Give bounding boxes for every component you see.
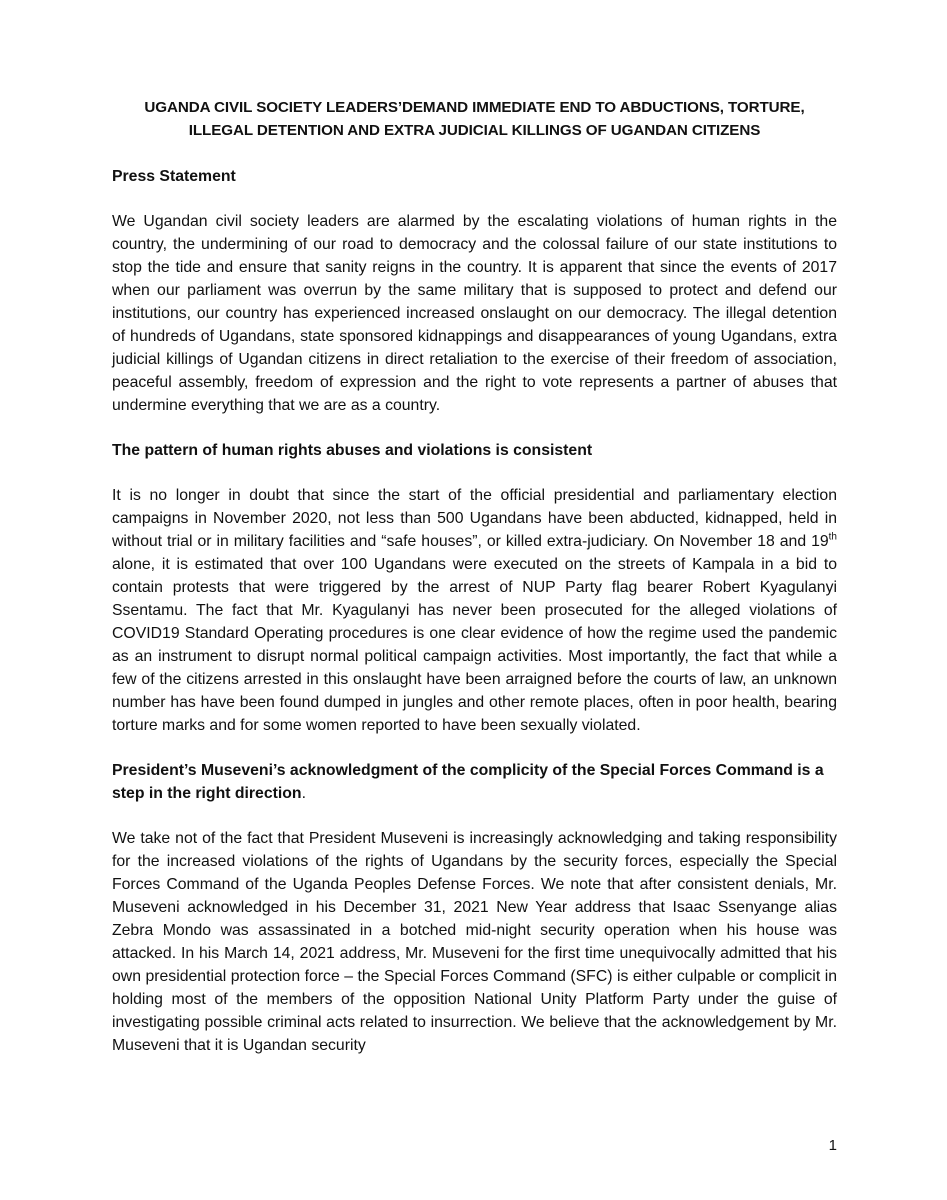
acknowledgment-heading-period: . [301, 785, 306, 802]
pattern-paragraph-part-2: alone, it is estimated that over 100 Ugandans were executed on the streets of Kampala in a bid to contain protests that were triggered by the arrest of NUP Party flag bearer Robert Kyagulanyi Ssentamu. The fact that Mr. Kyagulanyi has never been prosecuted for the alleged violations of COVID19 Standard Operating procedures is one clear evidence of how the regime used the pandemic as an instrument to disrupt normal political campaign activities. Most importantly, the fact that while a few of the citizens arrested in this onslaught have been arraigned before the courts of law, an unknown number has have been found dumped in jungles and other remote places, often in poor health, bearing torture marks and for some women reported to have been sexually violated. [112, 556, 837, 734]
section-pattern-paragraph [112, 484, 837, 737]
pattern-paragraph-part-1: It is no longer in doubt that since the start of the official presidential and parliamentary election campaigns in November 2020, not less than 500 Ugandans have been abducted, kidnapped, held in without trial or in military facilities and “safe houses”, or killed extra-judiciary. On November 18 and 19 [112, 487, 837, 550]
press-statement-label: Press Statement [112, 168, 236, 185]
acknowledgment-heading-text: President’s Museveni’s acknowledgment of the complicity of the Special Forces Command is a step in the right direction [112, 762, 824, 802]
intro-paragraph: We Ugandan civil society leaders are alarmed by the escalating violations of human rights in the country, the undermining of our road to democracy and the colossal failure of our state institutions to stop the tide and ensure that sanity reigns in the country. It is apparent that since the events of 2017 when our parliament was overrun by the same military that is supposed to protect and defend our institutions, our country has experienced increased onslaught on our democracy. The illegal detention of hundreds of Ugandans, state sponsored kidnappings and disappearances of young Ugandans, extra judicial killings of Ugandan citizens in direct retaliation to the exercise of their freedom of association, peaceful assembly, freedom of expression and the right to vote represents a partner of abuses that undermine everything that we are as a country. [112, 213, 837, 414]
page-number: 1 [828, 1137, 837, 1154]
section-acknowledgment-paragraph: We take not of the fact that President Museveni is increasingly acknowledging and taking responsibility for the increased violations of the rights of Ugandans by the security forces, especially the Special Forces Command of the Uganda Peoples Defense Forces. We note that after consistent denials, Mr. Museveni acknowledged in his December 31, 2021 New Year address that Isaac Ssenyange alias Zebra Mondo was assassinated in a botched mid-night security operation when his house was attacked. In his March 14, 2021 address, Mr. Museveni for the first time unequivocally admitted that his own presidential protection force – the Special Forces Command (SFC) is either culpable or complicit in holding most of the members of the opposition National Unity Platform Party under the guise of investigating possible criminal acts related to insurrection. We believe that the acknowledgement by Mr. Museveni that it is Ugandan security [112, 830, 837, 1054]
document-title [112, 96, 837, 142]
section-heading-acknowledgment [112, 759, 837, 805]
title-line-2: ILLEGAL DETENTION AND EXTRA JUDICIAL KILLINGS OF UGANDAN CITIZENS [188, 122, 761, 139]
ordinal-superscript: th [828, 531, 837, 543]
title-line-1: UGANDA CIVIL SOCIETY LEADERS’DEMAND IMMEDIATE END TO ABDUCTIONS, TORTURE, [144, 99, 805, 116]
section-heading-pattern: The pattern of human rights abuses and violations is consistent [112, 442, 593, 459]
